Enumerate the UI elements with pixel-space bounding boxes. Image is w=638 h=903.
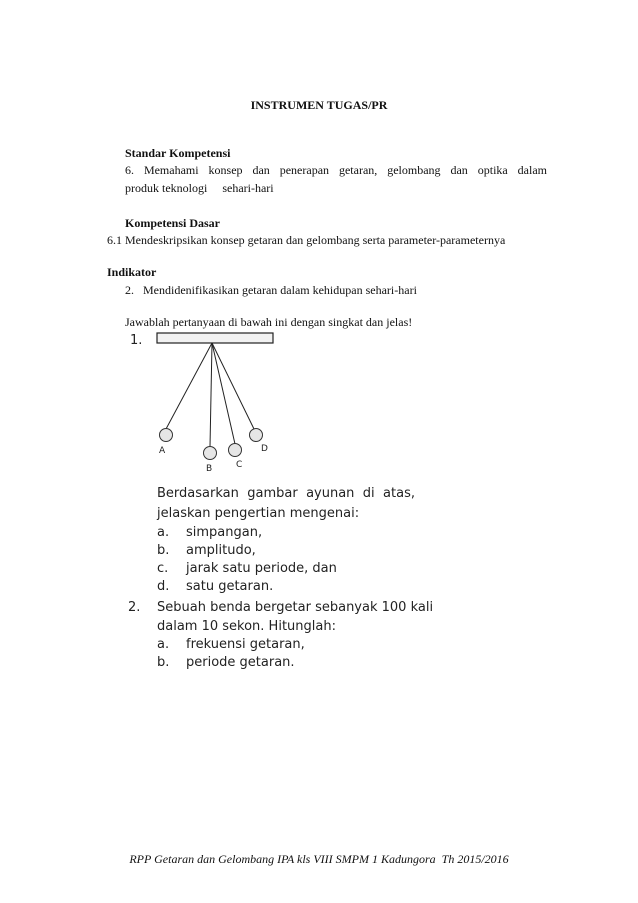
q2-item-b-text: periode getaran. xyxy=(186,655,295,670)
pendulum-string-c xyxy=(212,343,235,444)
standar-heading: Standar Kompetensi xyxy=(125,146,231,160)
pendulum-bob-a xyxy=(160,429,173,442)
q2-item-a-text: frekuensi getaran, xyxy=(186,637,305,652)
q1-item-c-text: jarak satu periode, dan xyxy=(186,561,337,576)
pendulum-bob-c xyxy=(229,444,242,457)
q1-item-b-letter: b. xyxy=(157,543,170,558)
indikator-item: 2. Mendidenifikasikan getaran dalam kehidupan sehari-hari xyxy=(125,283,417,297)
pendulum-support-bar xyxy=(157,333,273,343)
pendulum-label-d: D xyxy=(261,444,268,454)
pendulum-bob-b xyxy=(204,447,217,460)
standar-line-1: 6. Memahami konsep dan penerapan getaran, gelombang dan optika dalam xyxy=(125,163,547,177)
pendulum-label-a: A xyxy=(159,446,166,456)
standar-line-2: produk teknologi sehari-hari xyxy=(125,181,274,195)
q1-line-1: Berdasarkan gambar ayunan di atas, xyxy=(157,486,415,501)
pendulum-string-a xyxy=(166,343,212,429)
q1-item-d-text: satu getaran. xyxy=(186,579,274,594)
pendulum-string-d xyxy=(212,343,254,429)
pendulum-label-c: C xyxy=(236,460,243,470)
q1-item-b-text: amplitudo, xyxy=(186,543,256,558)
q2-item-b-letter: b. xyxy=(157,655,170,670)
q2-line-1: Sebuah benda bergetar sebanyak 100 kali xyxy=(157,600,434,615)
pendulum-bob-d xyxy=(250,429,263,442)
q2-line-2: dalam 10 sekon. Hitunglah: xyxy=(157,619,336,634)
page-footer: RPP Getaran dan Gelombang IPA kls VIII SMPM 1 Kadungora Th 2015/2016 xyxy=(129,852,509,866)
instruction: Jawablah pertanyaan di bawah ini dengan singkat dan jelas! xyxy=(125,315,413,329)
q2-item-a-letter: a. xyxy=(157,637,170,652)
pendulum-label-b: B xyxy=(206,464,213,474)
kd-line-1: 6.1 Mendeskripsikan konsep getaran dan gelombang serta parameter-parameternya xyxy=(107,233,506,247)
q1-line-2: jelaskan pengertian mengenai: xyxy=(157,506,360,521)
pendulum-figure xyxy=(140,328,290,478)
kd-heading: Kompetensi Dasar xyxy=(125,216,220,230)
pendulum-string-b xyxy=(210,343,212,447)
q1-item-c-letter: c. xyxy=(157,561,169,576)
indikator-heading: Indikator xyxy=(107,265,157,279)
q1-item-d-letter: d. xyxy=(157,579,170,594)
q1-item-a-letter: a. xyxy=(157,525,170,540)
q1-item-a-text: simpangan, xyxy=(186,525,263,540)
figure-number: 1. xyxy=(130,333,143,348)
page-title: INSTRUMEN TUGAS/PR xyxy=(250,98,388,112)
q2-number: 2. xyxy=(128,600,141,615)
